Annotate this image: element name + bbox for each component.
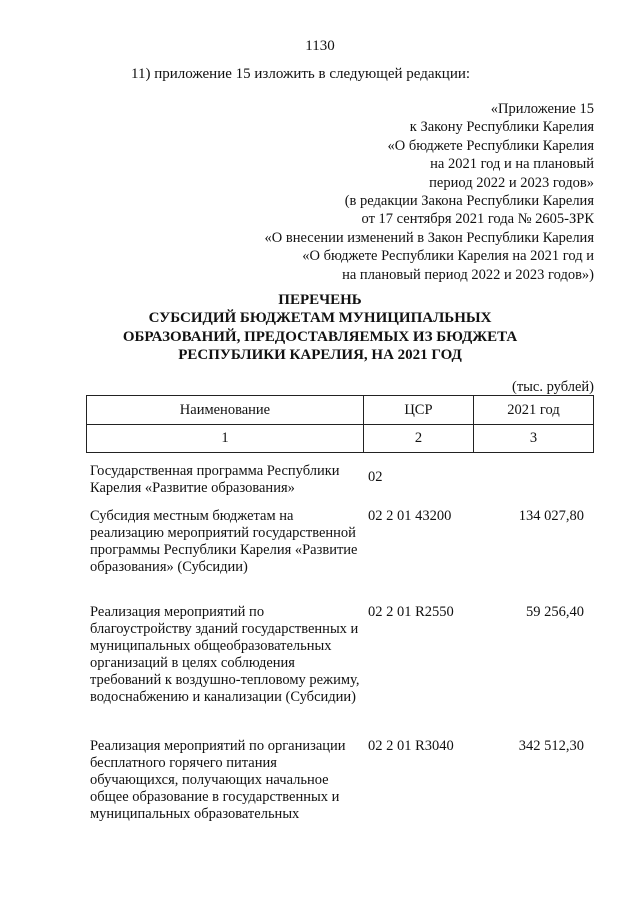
row-code: 02 2 01 43200	[368, 508, 452, 524]
appendix-line: период 2022 и 2023 годов»	[429, 174, 594, 191]
title-line: СУБСИДИЙ БЮДЖЕТАМ МУНИЦИПАЛЬНЫХ	[148, 310, 492, 327]
table-header	[86, 395, 594, 453]
appendix-line: к Закону Республики Карелия	[409, 119, 594, 136]
row-name: Государственная программа Республики Карелия «Развитие образования»	[90, 463, 340, 496]
column-number: 3	[473, 425, 593, 453]
row-sum: 134 027,80	[518, 508, 584, 524]
row-name: Реализация мероприятий по организации бесплатного горячего питания обучающихся, получающих начальное общее образование в государственных и муниципальных образовательных	[90, 738, 346, 822]
column-number: 1	[87, 425, 364, 453]
document-title	[0, 291, 640, 364]
column-number: 2	[363, 425, 473, 453]
title-line: ОБРАЗОВАНИЙ, ПРЕДОСТАВЛЯЕМЫХ ИЗ БЮДЖЕТА	[122, 328, 518, 345]
unit-label: (тыс. рублей)	[512, 379, 594, 395]
title-line: ПЕРЕЧЕНЬ	[278, 292, 362, 308]
row-code: 02	[368, 469, 383, 485]
appendix-line: на плановый период 2022 и 2023 годов»)	[342, 266, 594, 283]
amendment-intro: 11) приложение 15 изложить в следующей редакции:	[131, 66, 471, 82]
row-code: 02 2 01 R2550	[368, 604, 454, 620]
header-code: ЦСР	[363, 396, 473, 425]
appendix-line: на 2021 год и на плановый	[430, 156, 594, 173]
title-line: РЕСПУБЛИКИ КАРЕЛИЯ, НА 2021 ГОД	[178, 346, 462, 363]
appendix-reference	[265, 100, 594, 284]
row-sum: 59 256,40	[526, 604, 584, 620]
appendix-line: «Приложение 15	[490, 101, 594, 117]
row-name: Субсидия местным бюджетам на реализацию мероприятий государственной программы Республики Карелия «Развитие образования» (Субсидии)	[90, 508, 358, 575]
row-code: 02 2 01 R3040	[368, 738, 454, 754]
appendix-line: «О внесении изменений в Закон Республики Карелия	[264, 229, 594, 246]
appendix-line: «О бюджете Республики Карелия	[387, 137, 594, 154]
appendix-line: «О бюджете Республики Карелия на 2021 год и	[302, 248, 594, 265]
header-year: 2021 год	[473, 396, 593, 425]
page-number: 1130	[305, 38, 335, 54]
appendix-line: от 17 сентября 2021 года № 2605-ЗРК	[361, 211, 594, 228]
row-name: Реализация мероприятий по благоустройству зданий государственных и муниципальных общеобразовательных организаций в целях соблюдения требований к воздушно-тепловому режиму, водоснабжению и канализации (Субсидии)	[90, 604, 360, 705]
appendix-line: (в редакции Закона Республики Карелия	[344, 193, 594, 210]
header-name: Наименование	[87, 396, 364, 425]
row-sum: 342 512,30	[518, 738, 584, 754]
